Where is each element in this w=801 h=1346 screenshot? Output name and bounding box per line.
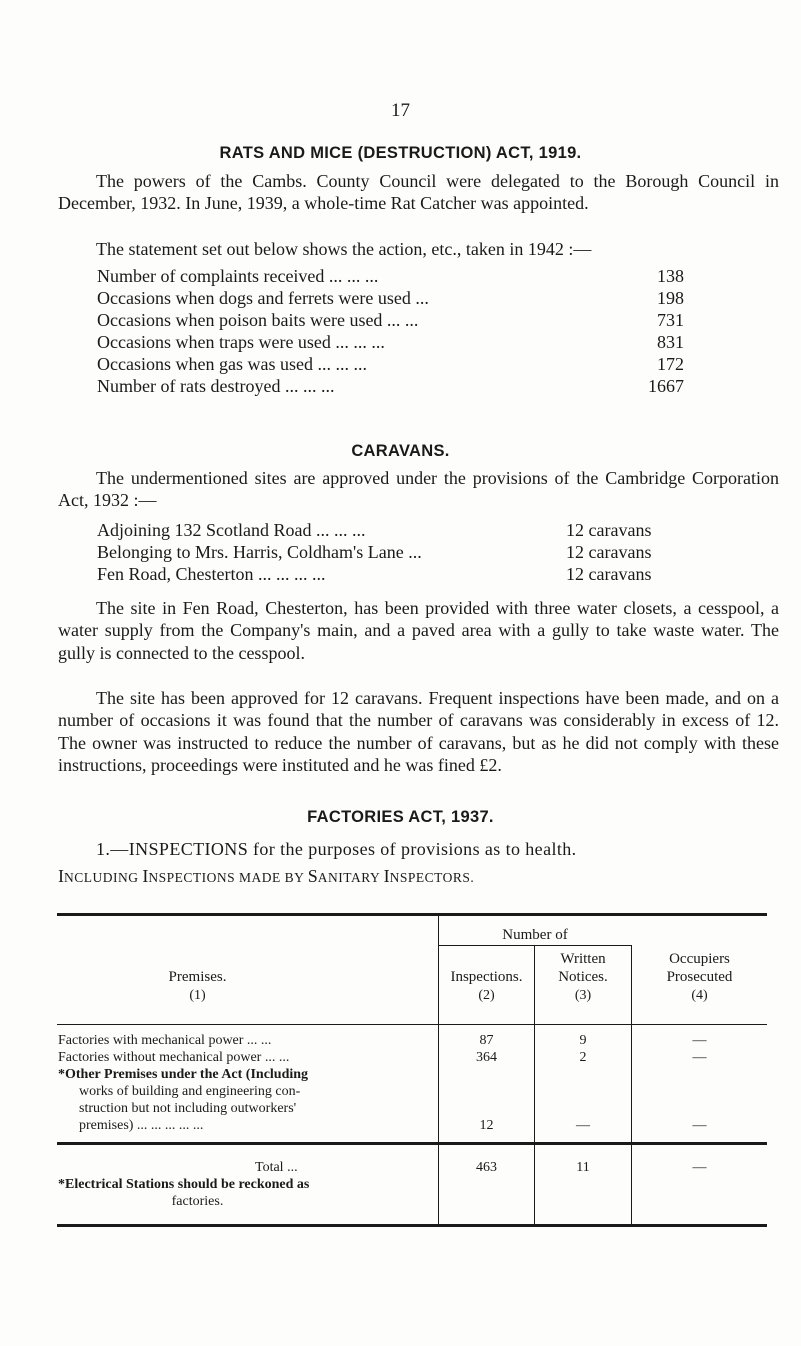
sc-rest: NSPECTORS. [389,870,475,885]
sc-initial: I [383,866,390,886]
stat-value: 831 [657,332,684,352]
group-header-number-of: Number of [502,927,568,943]
col-inspections-header: Inspections. [450,969,523,985]
table-row-prosecuted: — [692,1033,707,1048]
rats-heading: RATS AND MICE (DESTRUCTION) ACT, 1919. [219,144,582,162]
table-row-inspections: 364 [476,1050,497,1065]
stat-label: Occasions when gas was used ... ... ... [97,354,367,374]
other-premises-notices: — [576,1118,590,1133]
site-value: 12 caravans [566,564,652,584]
total-notices: 11 [576,1160,590,1175]
site-label: Belonging to Mrs. Harris, Coldham's Lane ... [97,542,422,562]
table-row-premises: Factories with mechanical power ... ... [58,1033,272,1048]
stat-label: Number of rats destroyed ... ... ... [97,376,335,396]
stat-value: 172 [657,354,684,374]
col-premises-header: Premises. [168,969,227,985]
table-row-inspections: 87 [479,1033,494,1048]
col-prosecuted-header-2: Prosecuted [666,969,733,985]
table-row-notices: 9 [579,1033,587,1048]
col-notices-header-1: Written [560,951,606,967]
rats-paragraph-1: The powers of the Cambs. County Council were delegated to the Borough Council in December, 1932. In June, 1939, a whole-time Rat Catcher was appointed. [58,171,779,214]
footnote-line-2: factories. [171,1194,224,1209]
site-value: 12 caravans [566,520,652,540]
col-inspections-number: (2) [478,988,495,1003]
footnote-line-1: *Electrical Stations should be reckoned as [58,1177,310,1192]
factories-smallcaps-line [58,866,474,887]
other-premises-line-4: premises) ... ... ... ... ... [79,1118,204,1133]
total-inspections: 463 [476,1160,497,1175]
other-premises-line-3: struction but not including outworkers' [79,1101,297,1116]
column-divider [438,916,439,1142]
page-number: 17 [391,100,410,121]
caravans-intro: The undermentioned sites are approved under the provisions of the Cambridge Corporation Act, 1932 :— [58,468,779,511]
column-divider [631,1145,632,1225]
table-final-rule [57,1224,767,1227]
sc-rest: NSPECTIONS MADE BY [148,870,308,885]
other-premises-prosecuted: — [692,1118,707,1133]
sc-rest: ANITARY [317,870,384,885]
other-premises-inspections: 12 [479,1118,494,1133]
table-top-rule [57,913,767,916]
col-prosecuted-header-1: Occupiers [669,951,730,967]
stat-label: Occasions when dogs and ferrets were used ... [97,288,429,308]
stat-label: Occasions when poison baits were used ... ... [97,310,419,330]
col-notices-header-2: Notices. [558,969,608,985]
group-header-rule [439,945,631,946]
col-prosecuted-number: (4) [691,988,708,1003]
table-row-notices: 2 [579,1050,587,1065]
table-row-prosecuted: — [692,1050,707,1065]
sc-initial: I [58,866,64,886]
site-label: Adjoining 132 Scotland Road ... ... ... [97,520,366,540]
factories-heading: FACTORIES ACT, 1937. [307,808,494,826]
sc-rest: NCLUDING [64,870,143,885]
column-divider [438,1145,439,1225]
caravans-paragraph-1: The site in Fen Road, Chesterton, has been provided with three water closets, a cesspool, a water supply from the Company's main, and a paved area with a gully to take waste water. The gully is connected to the cesspool. [58,598,779,663]
caravans-heading: CARAVANS. [351,442,450,460]
table-header-rule [57,1024,767,1025]
caravans-paragraph-2: The site has been approved for 12 caravans. Frequent inspections have been made, and on a number of occasions it was found that the number of caravans was considerably in excess of 12. The owner was instructed to reduce the number of caravans, but as he did not comply with these instructions, proceedings were instituted and he was fined £2. [58,688,779,776]
stat-value: 198 [657,288,684,308]
col-premises-number: (1) [189,988,206,1003]
stat-label: Occasions when traps were used ... ... ... [97,332,385,352]
stat-value: 138 [657,266,684,286]
table-bottom-rule [57,1142,767,1145]
stat-value: 731 [657,310,684,330]
total-label: Total ... [255,1160,298,1175]
stat-label: Number of complaints received ... ... ... [97,266,379,286]
site-value: 12 caravans [566,542,652,562]
total-prosecuted: — [692,1160,707,1175]
table-row-premises: Factories without mechanical power ... ... [58,1050,290,1065]
col-notices-number: (3) [574,988,592,1003]
site-label: Fen Road, Chesterton ... ... ... ... [97,564,326,584]
column-divider [534,1145,535,1225]
other-premises-line-2: works of building and engineering con- [79,1084,301,1099]
other-premises-line-1: *Other Premises under the Act (Including [58,1067,309,1082]
stat-value: 1667 [648,376,684,396]
rats-paragraph-2: The statement set out below shows the action, etc., taken in 1942 :— [96,239,592,259]
sc-initial: I [142,866,149,886]
factories-subheading: 1.—INSPECTIONS for the purposes of provisions as to health. [96,839,577,859]
sc-initial: S [307,866,318,886]
